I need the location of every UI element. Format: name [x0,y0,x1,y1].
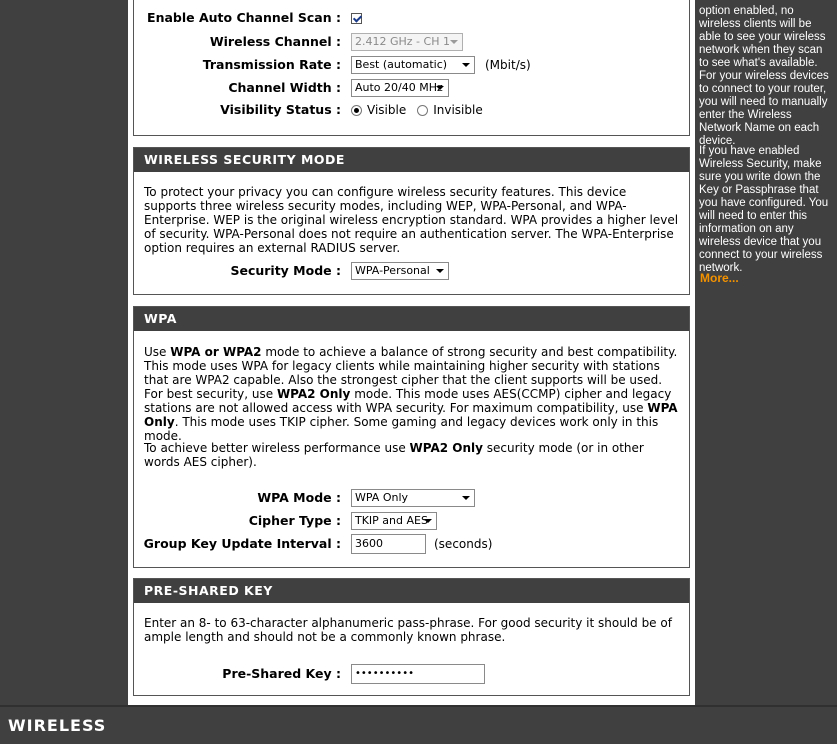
footer-bar [0,705,837,744]
visibility-row [134,100,689,120]
section-header: WIRELESS SECURITY MODE [134,148,689,172]
visibility-label: Visibility Status : [220,102,341,117]
visible-option-label: Visible [367,103,407,117]
security-mode-description: To protect your privacy you can configure wireless security features. This device supports three wireless security modes, including WEP, WPA-Personal, and WPA-Enterprise. WEP is the original wireless encryption standard. WPA provides a higher level of security. WPA-Personal does not require an authentication server. The WPA-Enterprise option requires an external RADIUS server. [144,185,679,255]
auto-channel-row [134,8,689,28]
wpa-mode-row [134,488,689,508]
wireless-channel-label: Wireless Channel : [209,34,341,49]
psk-label: Pre-Shared Key : [222,666,341,681]
group-key-interval-label: Group Key Update Interval : [143,536,341,551]
visible-radio[interactable] [351,105,362,116]
wireless-channel-value: 2.412 GHz - CH 1 [355,35,450,48]
wpa-performance-note: To achieve better wireless performance use WPA2 Only security mode (or in other words AES cipher). [144,441,644,469]
pre-shared-key-box [133,578,690,696]
chevron-down-icon [462,496,470,500]
group-key-interval-unit: (seconds) [434,537,493,551]
section-header: PRE-SHARED KEY [134,579,689,603]
transmission-rate-select[interactable] [351,56,475,74]
transmission-rate-row [134,55,689,75]
security-mode-label: Security Mode : [230,263,341,278]
wpa-description: Use WPA or WPA2 mode to achieve a balance of strong security and best compatibility. This mode uses WPA for legacy clients while maintaining higher security with stations that are WPA2 capable. Also the strongest cipher that the client supports will be used. For best security, use WPA2 Only mode. This mode uses AES(CCMP) cipher and legacy stations are not allowed access with WPA security. For maximum compatibility, use WPA Only. This mode uses TKIP cipher. Some gaming and legacy devices work only in this mode. [144,345,678,443]
transmission-rate-label: Transmission Rate : [202,57,341,72]
footer-brand: WIRELESS [8,716,107,735]
wpa-mode-select[interactable] [351,489,475,507]
more-link[interactable]: More... [700,271,739,285]
cipher-type-select[interactable] [351,512,437,530]
channel-width-row [134,78,689,98]
chevron-down-icon [424,519,432,523]
chevron-down-icon [462,63,470,67]
psk-description: Enter an 8- to 63-character alphanumeric pass-phrase. For good security it should be of ample length and should not be a commonly known phrase. [144,616,672,644]
security-mode-row [134,261,689,281]
channel-width-value: Auto 20/40 MHz [355,81,443,94]
wireless-security-mode-box [133,147,690,295]
wpa-mode-label: WPA Mode : [257,490,341,505]
security-mode-select[interactable] [351,262,449,280]
group-key-interval-row [134,534,689,554]
auto-channel-label: Enable Auto Channel Scan : [147,10,341,25]
left-margin [0,0,128,705]
wireless-channel-row [134,32,689,52]
cipher-type-row [134,511,689,531]
chevron-down-icon [450,40,458,44]
wpa-box [133,306,690,568]
channel-width-label: Channel Width : [228,80,341,95]
chevron-down-icon [436,86,444,90]
channel-width-select[interactable] [351,79,449,97]
psk-row [134,664,689,684]
group-key-interval-input[interactable]: 3600 [351,534,426,554]
psk-input[interactable]: •••••••••• [351,664,485,684]
security-mode-value: WPA-Personal [355,264,430,277]
transmission-rate-unit: (Mbit/s) [485,58,531,72]
transmission-rate-value: Best (automatic) [355,58,448,71]
cipher-type-value: TKIP and AES [355,514,428,527]
wireless-channel-select[interactable] [351,33,463,51]
cipher-type-label: Cipher Type : [248,513,341,528]
invisible-option-label: Invisible [433,103,483,117]
help-text-security: If you have enabled Wireless Security, make sure you write down the Key or Passphrase that you have configured. You will need to enter this information on any wireless device that you connect to your wireless network. [699,145,829,274]
invisible-radio[interactable] [417,105,428,116]
section-header: WPA [134,307,689,331]
wpa-mode-value: WPA Only [355,491,409,504]
help-sidebar [695,0,837,705]
auto-channel-checkbox[interactable] [351,13,362,24]
help-text-visibility: option enabled, no wireless clients will be able to see your wireless network when they scan to see what's available. For your wireless devices to connect to your router, you will need to manually enter the Wireless Network Name on each device. [699,5,829,147]
chevron-down-icon [436,269,444,273]
wireless-network-settings-box [133,0,690,136]
